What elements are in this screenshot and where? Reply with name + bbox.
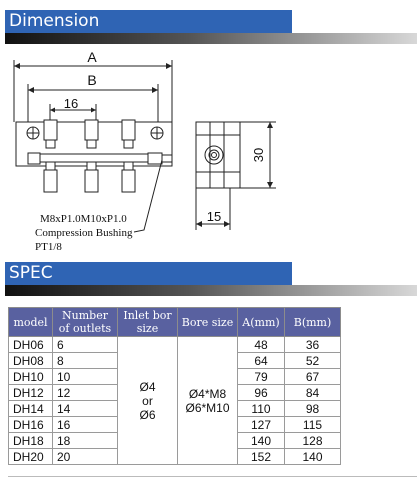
table-row: [9, 337, 341, 353]
cell-model: DH20: [9, 449, 53, 465]
bore-option-2: Ø6*M10: [185, 400, 230, 415]
header-outlets: Number of outlets: [53, 308, 118, 337]
cell-a-mm: 79: [238, 369, 285, 385]
cell-model: DH12: [9, 385, 53, 401]
cell-b-mm: 67: [285, 369, 341, 385]
cell-outlets: 14: [53, 401, 118, 417]
cell-outlets: 20: [53, 449, 118, 465]
spec-section-bar: [5, 285, 417, 296]
cell-b-mm: 128: [285, 433, 341, 449]
cell-model: DH14: [9, 401, 53, 417]
cell-a-mm: 96: [238, 385, 285, 401]
cell-outlets: 8: [53, 353, 118, 369]
header-a-mm: A(mm): [238, 308, 285, 337]
cell-model: DH08: [9, 353, 53, 369]
cell-outlets: 16: [53, 417, 118, 433]
cell-b-mm: 52: [285, 353, 341, 369]
cell-b-mm: 98: [285, 401, 341, 417]
cell-outlets: 12: [53, 385, 118, 401]
cell-bore-size: [178, 337, 238, 465]
spec-section-title: SPEC: [5, 262, 292, 285]
label-dim-b: B: [87, 72, 97, 88]
note-pipe-thread: PT1/8: [35, 241, 62, 253]
cell-b-mm: 140: [285, 449, 341, 465]
label-dim-a: A: [87, 49, 97, 65]
cell-a-mm: 140: [238, 433, 285, 449]
cell-outlets: 18: [53, 433, 118, 449]
header-model: model: [9, 308, 53, 337]
cell-a-mm: 64: [238, 353, 285, 369]
cell-model: DH06: [9, 337, 53, 353]
cell-model: DH18: [9, 433, 53, 449]
header-bore-size: Bore size: [178, 308, 238, 337]
cell-inlet-size: [118, 337, 178, 465]
dimension-drawing: [0, 44, 417, 254]
header-inlet-size: Inlet bor size: [118, 308, 178, 337]
label-dim-height: 30: [251, 147, 266, 163]
cell-b-mm: 36: [285, 337, 341, 353]
label-dim-depth: 15: [206, 209, 222, 224]
cell-a-mm: 127: [238, 417, 285, 433]
inlet-option-1: Ø4: [139, 379, 156, 394]
inlet-option-2: Ø6: [139, 407, 156, 422]
dimension-section-title: Dimension: [5, 10, 292, 33]
cell-outlets: 6: [53, 337, 118, 353]
cell-b-mm: 115: [285, 417, 341, 433]
cell-a-mm: 110: [238, 401, 285, 417]
header-b-mm: B(mm): [285, 308, 341, 337]
inlet-option-or: or: [142, 393, 153, 408]
spec-table-header-row: [9, 308, 341, 337]
bore-option-1: Ø4*M8: [188, 386, 227, 401]
footer-divider: [8, 476, 417, 477]
note-compression-bushing: Compression Bushing: [35, 227, 133, 239]
label-dim-pitch: 16: [63, 96, 79, 111]
cell-outlets: 10: [53, 369, 118, 385]
note-thread-sizes: M8xP1.0M10xP1.0: [40, 213, 127, 225]
cell-b-mm: 84: [285, 385, 341, 401]
spec-table: [8, 307, 341, 465]
cell-a-mm: 152: [238, 449, 285, 465]
block-side-view: [196, 122, 240, 188]
dimension-section-bar: [5, 33, 417, 44]
cell-a-mm: 48: [238, 337, 285, 353]
cell-model: DH16: [9, 417, 53, 433]
cell-model: DH10: [9, 369, 53, 385]
